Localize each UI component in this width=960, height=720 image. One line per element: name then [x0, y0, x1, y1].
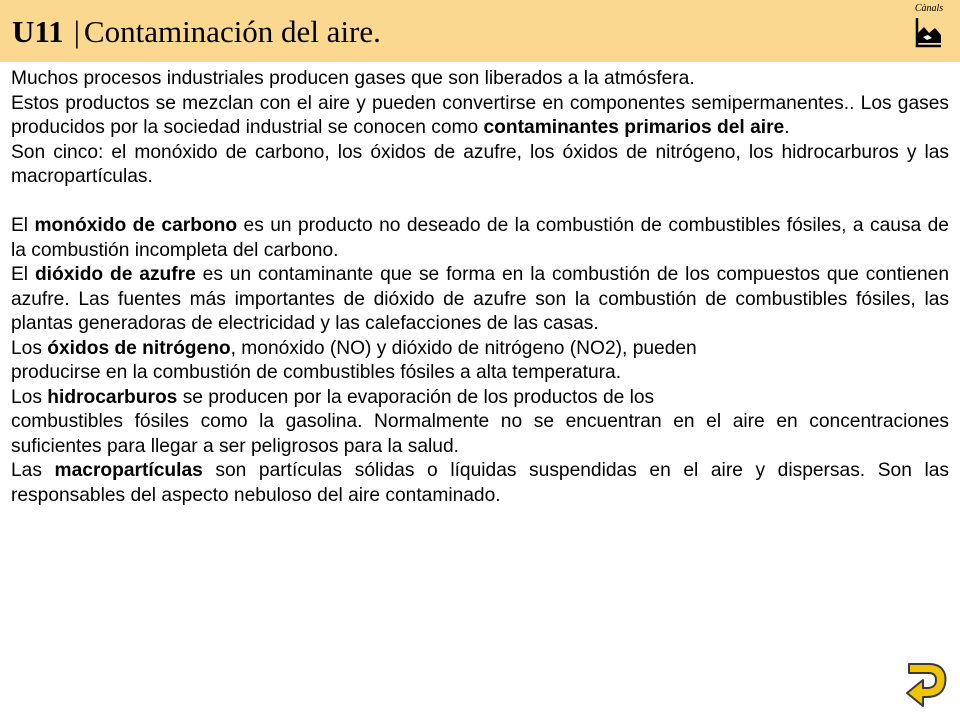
title-separator: |: [73, 14, 80, 49]
return-button[interactable]: [905, 660, 949, 710]
paragraph-carbon-monoxide: [11, 214, 949, 263]
main-content: [11, 67, 949, 508]
logo-text: Cànals: [914, 3, 944, 14]
paragraph-macroparticles: [11, 459, 949, 508]
paragraph-intro: Muchos procesos industriales producen gases que son liberados a la atmósfera.: [11, 68, 695, 89]
paragraph-nitrogen-oxides: [11, 337, 949, 362]
paragraph-sulfur-dioxide: [11, 263, 949, 337]
header-bar: [0, 0, 960, 62]
text-segment: Los: [11, 386, 48, 408]
paragraph-hydrocarbons-cont: combustibles fósiles como la gasolina. Normalmente no se encuentran en el aire en concentraciones suficientes para llegar a ser peligrosos para la salud.: [11, 411, 949, 457]
paragraph-five-pollutants: Son cinco: el monóxido de carbono, los óxidos de azufre, los óxidos de nitrógeno, los hidrocarburos y las macropartículas.: [11, 141, 949, 187]
unit-label: U11: [12, 14, 64, 49]
term-sulfur-dioxide: dióxido de azufre: [34, 264, 196, 285]
term-carbon-monoxide: monóxido de carbono: [34, 215, 238, 236]
page-title: [12, 14, 381, 50]
text-segment: es un producto no deseado de la combustión de combustibles fósiles, a causa de la combustión incompleta del carbono.: [11, 215, 949, 261]
text-segment: .: [784, 117, 790, 138]
text-segment: se producen por la evaporación de los productos de los: [177, 386, 655, 408]
term-nitrogen-oxides: óxidos de nitrógeno: [47, 337, 231, 359]
text-segment: Estos productos se mezclan con el aire y pueden convertirse en componentes semipermanentes.. Los gases producidos por la sociedad industrial se conocen como: [11, 92, 949, 138]
text-segment: Los: [11, 337, 48, 359]
return-arrow-icon: [905, 660, 949, 710]
term-hydrocarbons: hidrocarburos: [47, 386, 178, 408]
text-segment: Las: [11, 460, 55, 481]
text-segment: son partículas sólidas o líquidas suspendidas en el aire y dispersas. Son las responsables del aspecto nebuloso del aire contaminado.: [11, 460, 949, 506]
text-segment: El: [11, 215, 35, 236]
paragraph-hydrocarbons: [11, 386, 949, 411]
text-segment: , monóxido (NO) y dióxido de nitrógeno (NO2), pueden: [230, 337, 697, 359]
term-macroparticles: macropartículas: [54, 460, 203, 481]
paragraph-primary-pollutants: [11, 92, 949, 141]
title-text: Contaminación del aire.: [83, 14, 381, 49]
logo-icon: [914, 16, 944, 48]
term-primary-pollutants: contaminantes primarios del aire: [483, 117, 785, 138]
publisher-logo: [912, 3, 946, 49]
paragraph-nitrogen-oxides-cont: producirse en la combustión de combustibles fósiles a alta temperatura.: [11, 362, 622, 383]
text-segment: es un contaminante que se forma en la combustión de los compuestos que contienen azufre. Las fuentes más importantes de dióxido de azufre son la combustión de combustibles fósiles, las plantas generadoras de electricidad y las calefacciones de las casas.: [11, 264, 949, 334]
text-segment: El: [11, 264, 35, 285]
